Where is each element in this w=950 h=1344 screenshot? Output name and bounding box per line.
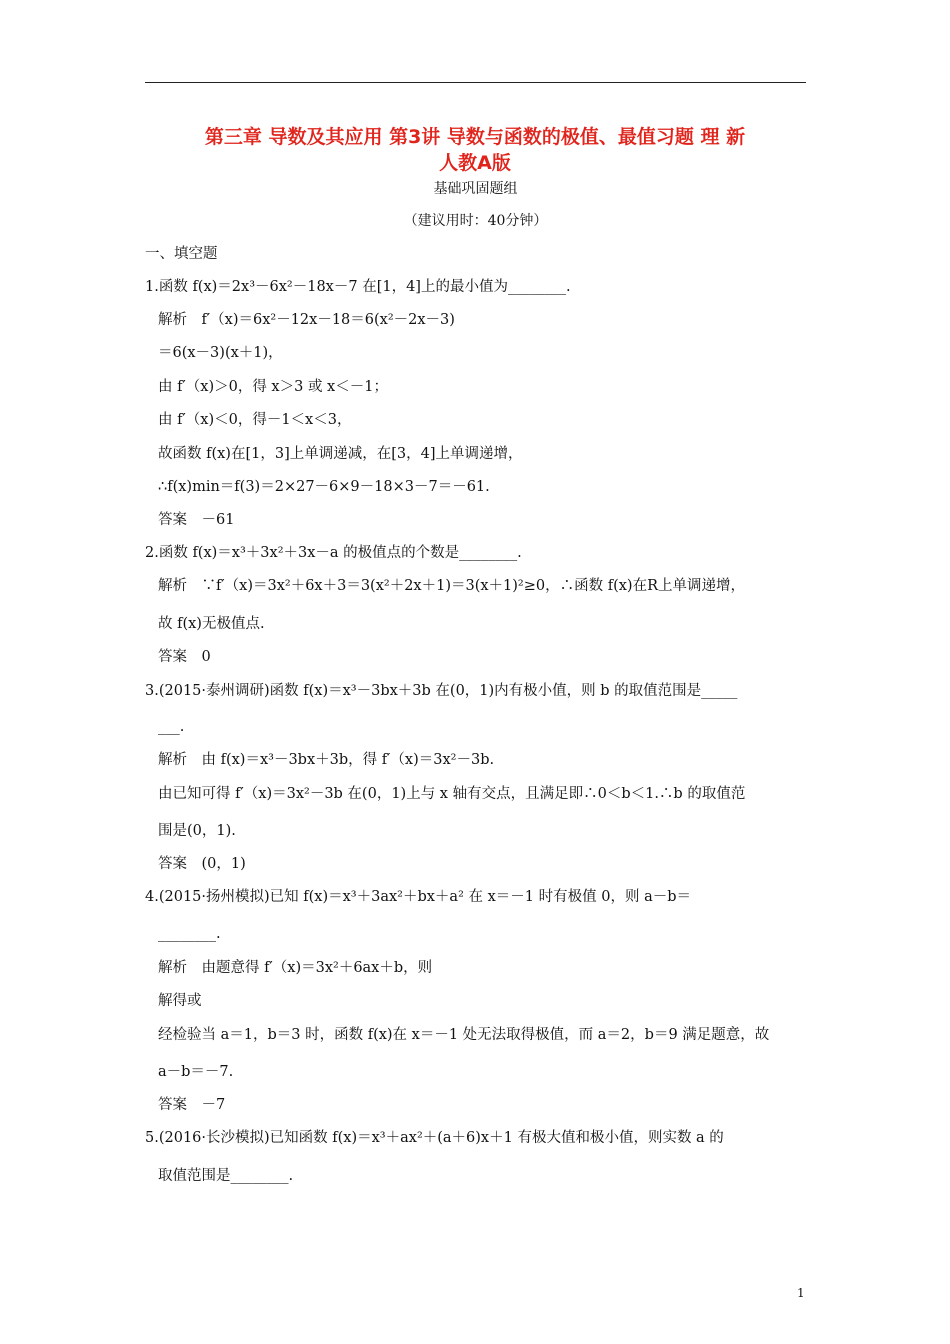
- question-5: 5.(2016·长沙模拟)已知函数 f(x)＝x³＋ax²＋(a＋6)x＋1 有极大值和极小值，则实数 a 的: [145, 1130, 724, 1146]
- section-heading: 一、填空题: [145, 246, 218, 262]
- solution-line: 经检验当 a＝1，b＝3 时，函数 f(x)在 x＝－1 处无法取得极值，而 a＝2，b＝9 满足题意，故: [158, 1027, 770, 1043]
- solution-line: 由 f′（x)＜0，得－1＜x＜3，: [158, 412, 352, 428]
- solution-line: 解析 ∵f′（x)＝3x²＋6x＋3＝3(x²＋2x＋1)＝3(x＋1)²≥0，∴函数 f(x)在R上单调递增，: [158, 578, 746, 594]
- solution-line: 解析 由 f(x)＝x³－3bx＋3b，得 f′（x)＝3x²－3b.: [158, 752, 495, 768]
- solution-line: 故 f(x)无极值点.: [158, 616, 265, 632]
- question-3-cont: ___.: [158, 719, 185, 735]
- question-3: 3.(2015·泰州调研)函数 f(x)＝x³－3bx＋3b 在(0，1)内有极小值，则 b 的取值范围是_____: [145, 683, 738, 699]
- answer-1: 答案 －61: [158, 512, 235, 528]
- question-1: 1.函数 f(x)＝2x³－6x²－18x－7 在[1，4]上的最小值为________.: [145, 279, 571, 295]
- time-hint: （建议用时：40分钟）: [403, 213, 548, 229]
- title-line-1: 第三章 导数及其应用 第3讲 导数与函数的极值、最值习题 理 新: [204, 126, 746, 148]
- header-rule: [145, 82, 806, 83]
- solution-line: 围是(0，1).: [158, 823, 236, 839]
- question-4: 4.(2015·扬州模拟)已知 f(x)＝x³＋3ax²＋bx＋a² 在 x＝－1 时有极值 0，则 a－b＝: [145, 889, 691, 905]
- group-label: 基础巩固题组: [433, 181, 518, 197]
- solution-line: 故函数 f(x)在[1，3]上单调递减，在[3，4]上单调递增，: [158, 446, 523, 462]
- solution-line: 由 f′（x)＞0，得 x＞3 或 x＜－1；: [158, 379, 388, 395]
- solution-line: a－b＝－7.: [158, 1064, 234, 1080]
- solution-line: 由已知可得 f′（x)＝3x²－3b 在(0，1)上与 x 轴有交点，且满足即∴0＜b＜1.∴b 的取值范: [158, 786, 746, 802]
- document-title: [140, 124, 810, 176]
- solution-line: ∴f(x)min＝f(3)＝2×27－6×9－18×3－7＝－61.: [158, 479, 490, 495]
- title-line-2: 人教A版: [439, 152, 511, 174]
- question-2: 2.函数 f(x)＝x³＋3x²＋3x－a 的极值点的个数是________.: [145, 545, 522, 561]
- solution-line: 解得或: [158, 993, 202, 1009]
- solution-line: 解析 由题意得 f′（x)＝3x²＋6ax＋b，则: [158, 960, 433, 976]
- question-5-cont: 取值范围是________.: [158, 1168, 294, 1184]
- solution-line: ＝6(x－3)(x＋1)，: [158, 345, 283, 361]
- page-number: 1: [797, 1286, 805, 1300]
- answer-4: 答案 －7: [158, 1097, 226, 1113]
- answer-2: 答案 0: [158, 649, 211, 665]
- answer-3: 答案 (0，1): [158, 856, 246, 872]
- question-4-cont: ________.: [158, 926, 221, 942]
- solution-line: 解析 f′（x)＝6x²－12x－18＝6(x²－2x－3): [158, 312, 455, 328]
